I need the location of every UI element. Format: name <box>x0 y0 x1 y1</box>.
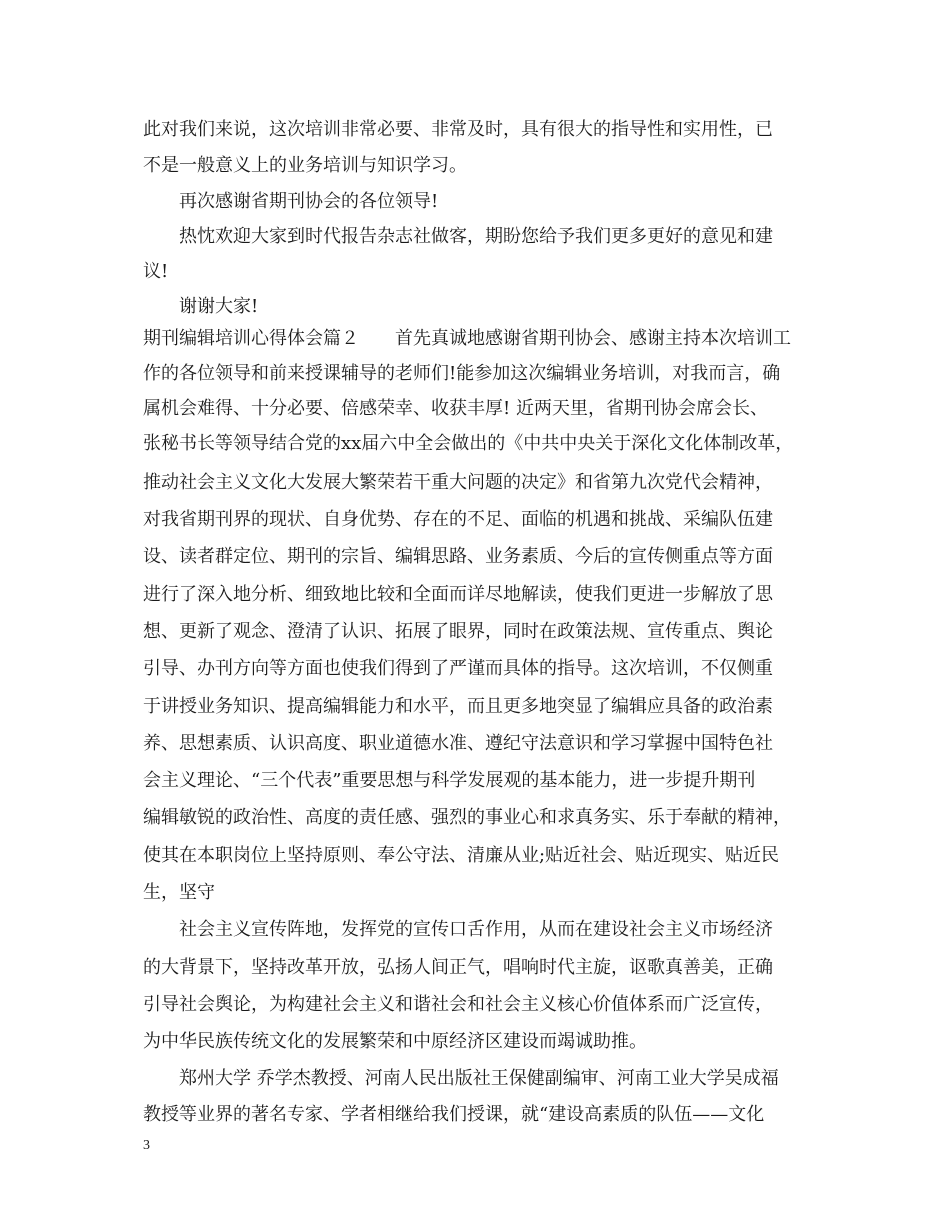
text-line: 于讲授业务知识、提高编辑能力和水平，而且更多地突显了编辑应具备的政治素 <box>143 696 773 717</box>
text-line: 引导社会舆论，为构建社会主义和谐社会和社会主义核心价值体系而广泛宣传， <box>143 994 773 1015</box>
text-line: 使其在本职岗位上坚持原则、奉公守法、清廉从业;贴近社会、贴近现实、贴近民 <box>143 845 780 866</box>
text-line: 作的各位领导和前来授课辅导的老师们!能参加这次编辑业务培训，对我而言，确 <box>143 363 781 384</box>
text-line: 议! <box>143 261 169 282</box>
text-line: 推动社会主义文化大发展大繁荣若干重大问题的决定》和省第九次党代会精神， <box>143 472 773 493</box>
section-heading-line: 期刊编辑培训心得体会篇２ 首先真诚地感谢省期刊协会、感谢主持本次培训工 <box>143 328 791 349</box>
text-line: 编辑敏锐的政治性、高度的责任感、强烈的事业心和求真务实、乐于奉献的精神， <box>143 807 791 828</box>
text-line: 热忱欢迎大家到时代报告杂志社做客，期盼您给予我们更多更好的意见和建 <box>179 226 773 247</box>
text-line: 郑州大学 乔学杰教授、河南人民出版社王保健副编审、河南工业大学吴成福 <box>179 1068 779 1089</box>
text-line: 的大背景下，坚持改革开放，弘扬人间正气，唱响时代主旋，讴歌真善美，正确 <box>143 957 773 978</box>
text-line: 养、思想素质、认识高度、职业道德水准、遵纪守法意识和学习掌握中国特色社 <box>143 733 773 754</box>
text-line: 设、读者群定位、期刊的宗旨、编辑思路、业务素质、今后的宣传侧重点等方面 <box>143 546 773 567</box>
text-line: 对我省期刊界的现状、自身优势、存在的不足、面临的机遇和挑战、采编队伍建 <box>143 509 773 530</box>
text-line: 谢谢大家! <box>179 296 259 317</box>
text-line: 不是一般意义上的业务培训与知识学习。 <box>143 155 467 176</box>
text-line: 张秘书长等领导结合党的xx届六中全会做出的《中共中央关于深化文化体制改革， <box>143 433 794 454</box>
text-line: 引导、办刊方向等方面也使我们得到了严谨而具体的指导。这次培训，不仅侧重 <box>143 658 773 679</box>
text-line: 会主义理论、“三个代表”重要思想与科学发展观的基本能力，进一步提升期刊 <box>143 770 756 791</box>
page-number: 3 <box>143 1138 150 1153</box>
text-line: 生，坚守 <box>143 882 215 903</box>
text-line: 此对我们来说，这次培训非常必要、非常及时，具有很大的指导性和实用性，已 <box>143 119 773 140</box>
text-line: 再次感谢省期刊协会的各位领导! <box>179 191 439 212</box>
text-line: 教授等业界的著名专家、学者相继给我们授课，就“建设高素质的队伍——文化 <box>143 1104 765 1125</box>
text-line: 进行了深入地分析、细致地比较和全面而详尽地解读，使我们更进一步解放了思 <box>143 584 773 605</box>
text-line: 社会主义宣传阵地，发挥党的宣传口舌作用，从而在建设社会主义市场经济 <box>179 919 773 940</box>
text-line: 属机会难得、十分必要、倍感荣幸、收获丰厚! 近两天里，省期刊协会席会长、 <box>143 398 768 419</box>
text-line: 想、更新了观念、澄清了认识、拓展了眼界，同时在政策法规、宣传重点、舆论 <box>143 621 773 642</box>
text-line: 为中华民族传统文化的发展繁荣和中原经济区建设而竭诚助推。 <box>143 1031 647 1052</box>
